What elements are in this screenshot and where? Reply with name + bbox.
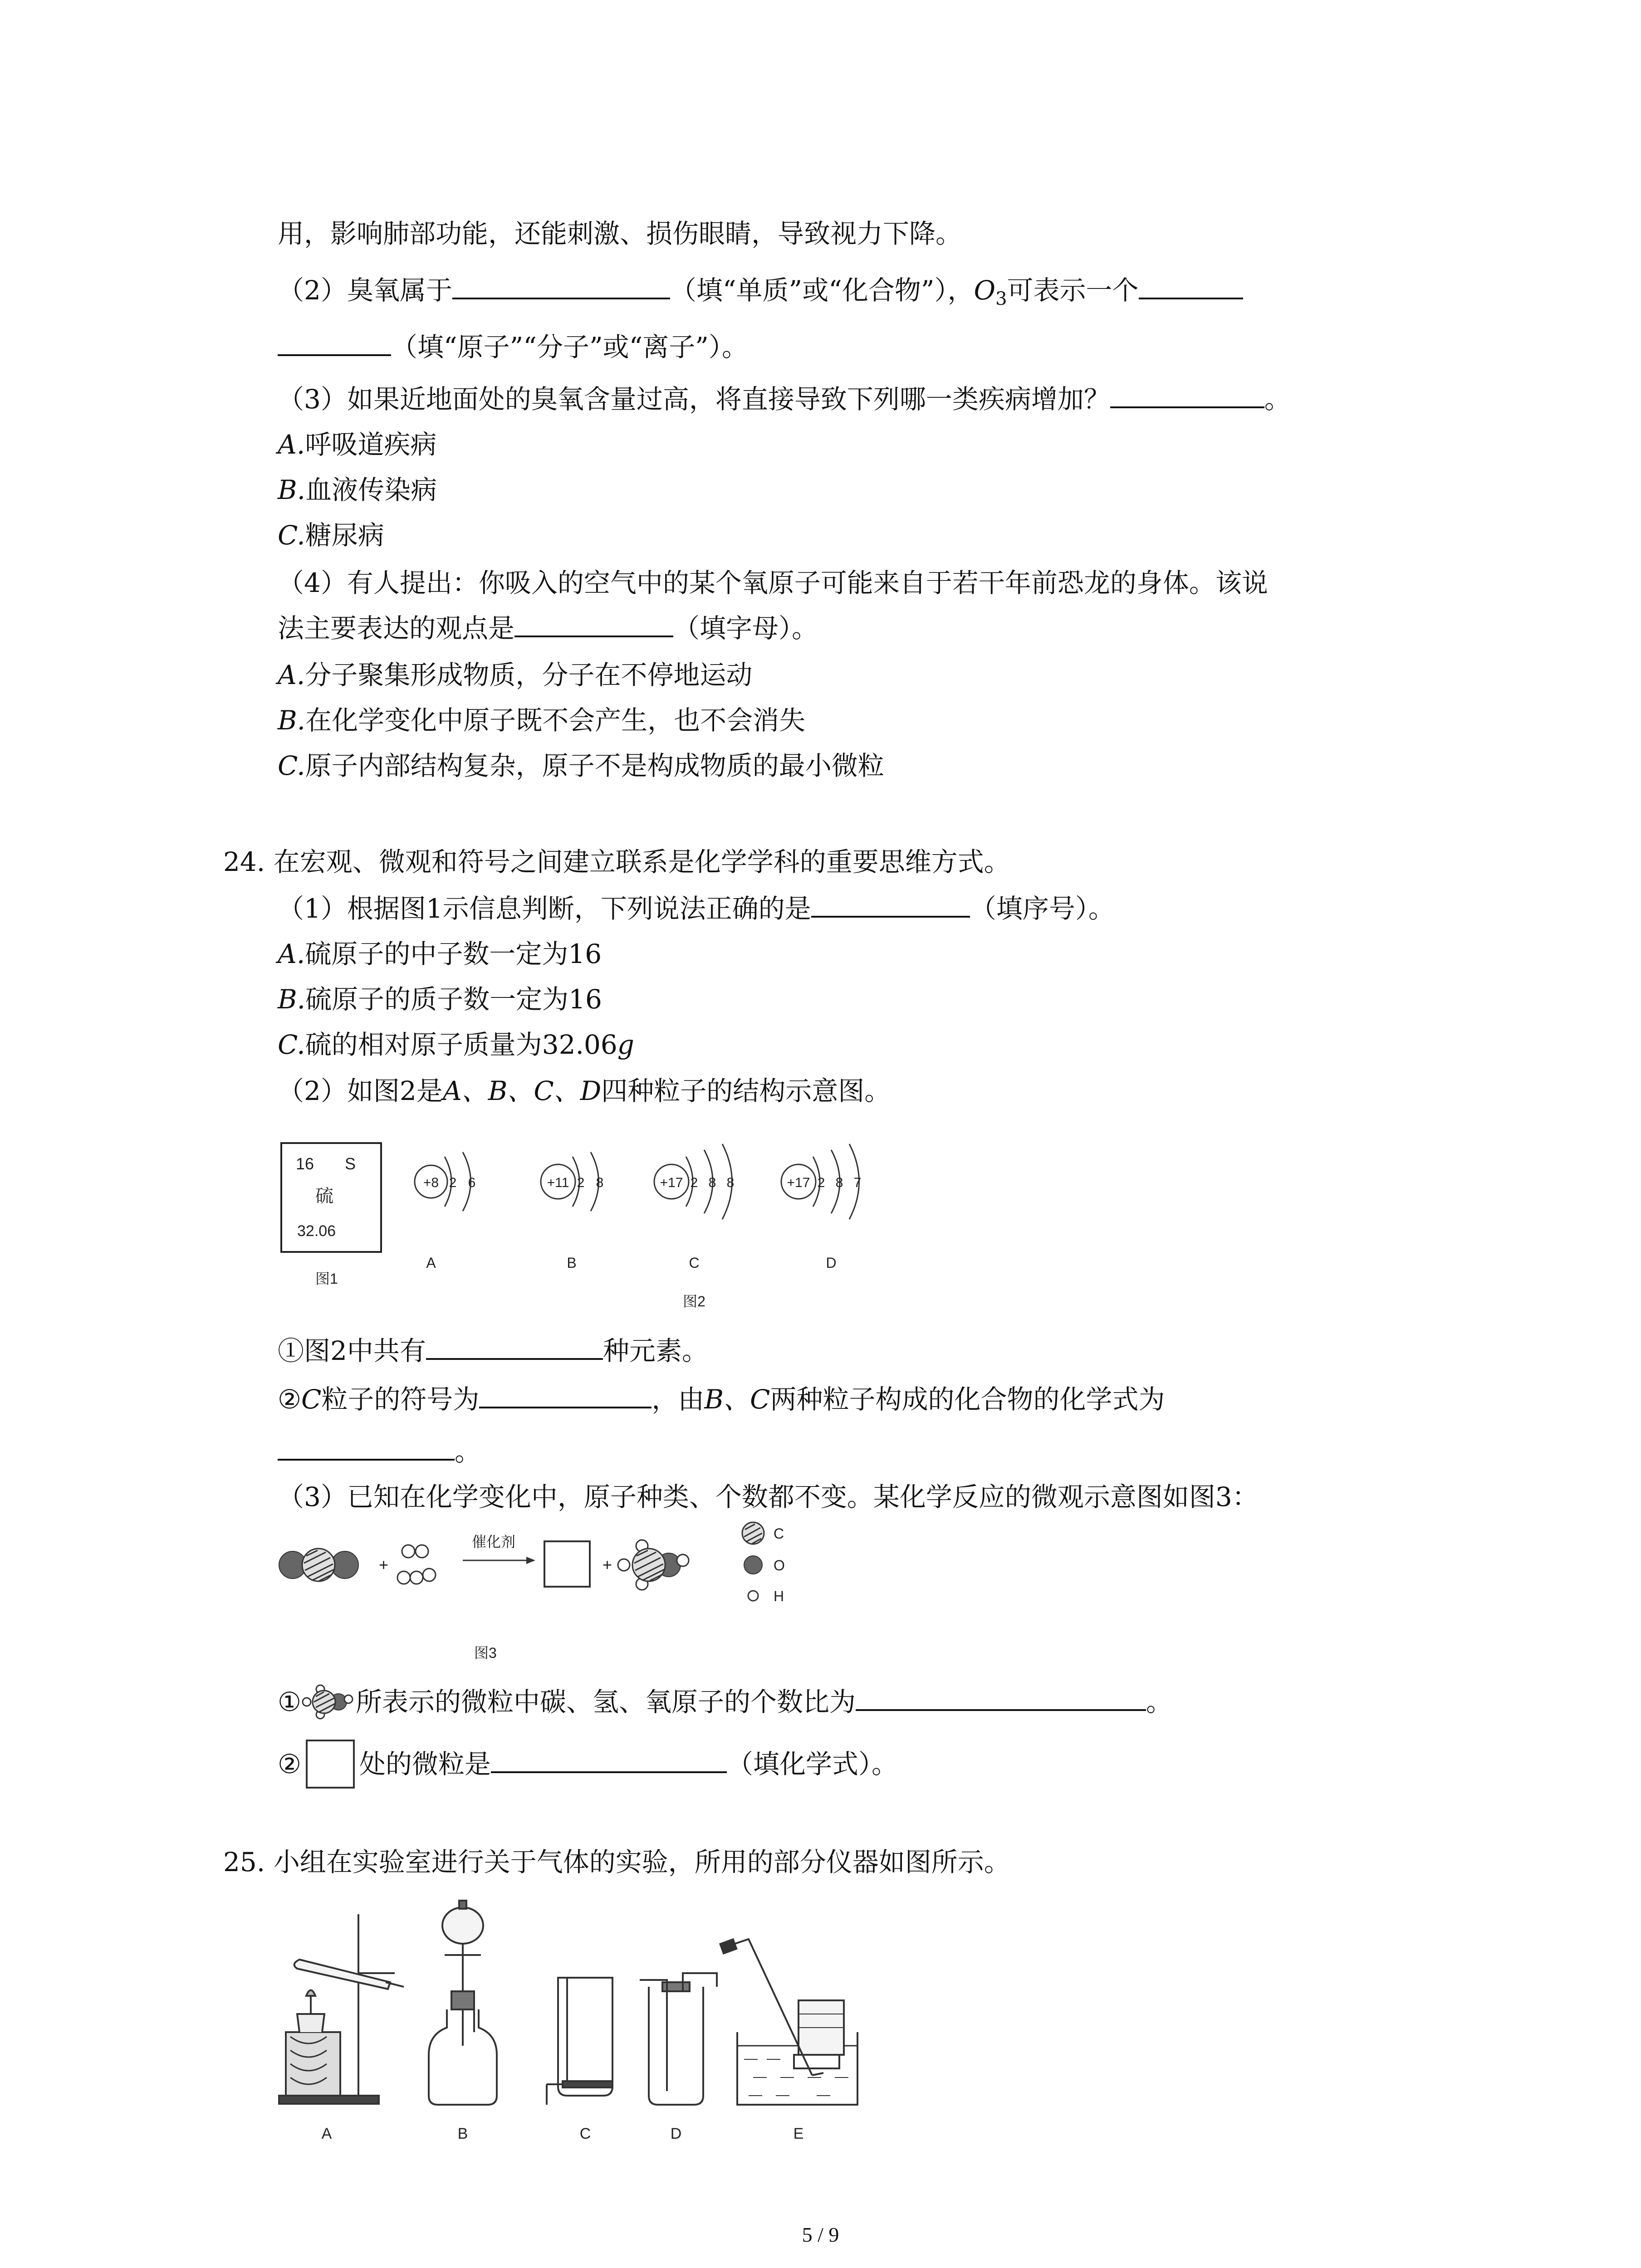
q23-part3-option-a: A.呼吸道疾病 [278,429,437,460]
figure-2-caption: 图2 [683,1293,705,1310]
svg-text:8: 8 [726,1175,735,1190]
svg-text:催化剂: 催化剂 [472,1534,516,1550]
svg-text:2: 2 [817,1175,825,1190]
svg-text:+8: +8 [423,1175,439,1190]
particle-d-label: D [826,1255,837,1271]
q24-part1-option-b: B.硫原子的质子数一定为16 [278,984,602,1015]
figure-3-caption: 图3 [474,1645,497,1661]
q24-part2-sub1: ①图2中共有 种元素。 [278,1333,708,1369]
svg-text:C: C [774,1525,784,1542]
lab-apparatus-figure [272,1896,916,2150]
answer-blank[interactable] [479,1381,652,1408]
svg-text:O: O [774,1557,785,1574]
atom-legend [742,1522,785,1604]
q24-part2: （2）如图2是A、B、C、D四种粒子的结构示意图。 [278,1075,891,1106]
apparatus-d-label: D [670,2125,682,2142]
unknown-box-icon [306,1740,355,1789]
element-symbol: S [345,1154,356,1173]
page-number: 5 / 9 [802,2223,839,2246]
figure-3-reaction [272,1520,862,1678]
q23-part2-line2: （填“原子”“分子”或“离子”）。 [278,329,748,365]
q23-continuation: 用，影响肺部功能，还能刺激、损伤眼睛，导致视力下降。 [278,218,962,249]
answer-blank[interactable] [1110,381,1264,408]
q23-part4-line1: （4）有人提出：你吸入的空气中的某个氧原子可能来自于若干年前恐龙的身体。该说 [278,567,1268,598]
answer-blank[interactable] [514,610,673,637]
svg-text:+17: +17 [787,1175,810,1190]
q25-stem: 25. 小组在实验室进行关于气体的实验，所用的部分仪器如图所示。 [223,1847,1010,1877]
methanol-molecule-icon [301,1684,356,1720]
q23-part2-line1: （2）臭氧属于 （填“单质”或“化合物”），$O_3$可表示一个 [278,272,1243,317]
answer-blank[interactable] [856,1684,1146,1711]
particle-b-label: B [567,1255,577,1271]
q24-part1-option-c: C.硫的相对原子质量为32.06g [278,1029,634,1060]
svg-text:8: 8 [835,1175,843,1190]
answer-blank[interactable] [811,890,970,918]
answer-blank[interactable] [278,329,391,356]
svg-text:+11: +11 [547,1175,569,1190]
particle-c-label: C [689,1255,700,1271]
particle-c-diagram [654,1144,734,1271]
q24-stem: 24. 在宏观、微观和符号之间建立联系是化学学科的重要思维方式。 [223,846,1010,877]
svg-text:8: 8 [708,1175,716,1190]
apparatus-e-label: E [793,2125,804,2142]
apparatus-b [429,1901,497,2105]
apparatus-a-label: A [321,2125,332,2142]
svg-text:H: H [774,1588,784,1604]
svg-text:2: 2 [577,1175,585,1190]
q23-part3-option-c: C.糖尿病 [278,520,384,551]
q24-part1-option-a: A.硫原子的中子数一定为16 [278,938,602,969]
svg-text:2: 2 [690,1175,698,1190]
svg-text:8: 8 [596,1175,604,1190]
particle-a-label: A [426,1255,436,1271]
q23-part4-option-a: A.分子聚集形成物质，分子在不停地运动 [278,660,753,690]
answer-blank[interactable] [452,272,670,299]
svg-text:7: 7 [853,1175,862,1190]
particle-d-diagram [781,1144,861,1271]
atomic-number: 16 [296,1154,314,1173]
methanol-molecule [618,1540,689,1590]
answer-blank[interactable] [1139,272,1243,299]
periodic-table-cell [281,1143,381,1252]
apparatus-b-label: B [457,2125,468,2142]
atomic-mass: 32.06 [297,1222,336,1240]
svg-text:+17: +17 [660,1175,683,1190]
apparatus-c-label: C [579,2125,591,2142]
particle-b-diagram [541,1152,603,1271]
q23-part4-option-b: B.在化学变化中原子既不会产生，也不会消失 [278,705,806,736]
q23-part3: （3）如果近地面处的臭氧含量过高，将直接导致下列哪一类疾病增加？ 。 [278,381,1291,417]
svg-text:+: + [603,1555,612,1574]
answer-blank[interactable] [278,1433,455,1461]
element-name: 硫 [315,1186,333,1206]
figure-1-caption: 图1 [315,1271,338,1287]
unknown-box [544,1541,590,1587]
q23-part3-option-b: B.血液传染病 [278,474,437,505]
svg-text:+: + [379,1555,389,1574]
apparatus-a [279,1914,404,2104]
q23-part4-option-c: C.原子内部结构复杂，原子不是构成物质的最小微粒 [278,750,884,781]
svg-text:2: 2 [449,1175,457,1190]
apparatus-d [640,1973,717,2105]
apparatus-c [547,1978,612,2105]
q24-part2-sub2: ②C粒子的符号为 ，由B、C两种粒子构成的化合物的化学式为 [278,1381,1165,1418]
reaction-arrow [463,1534,535,1564]
q23-part4-line2: 法主要表达的观点是 （填字母）。 [278,610,818,646]
q24-part3-sub1: ① 所表示的微粒中碳、氢、氧原子的个数比为 。 [278,1684,1172,1720]
figure-1-and-2 [272,1134,953,1325]
q24-part3-sub2: ② 处的微粒是 （填化学式）。 [278,1740,898,1789]
q24-part3: （3）已知在化学变化中，原子种类、个数都不变。某化学反应的微观示意图如图3： [278,1481,1259,1512]
q24-part2-sub2-cont: 。 [278,1433,481,1470]
q24-part1: （1）根据图1示信息判断，下列说法正确的是 （填序号）。 [278,890,1115,927]
particle-a-diagram [415,1152,475,1271]
answer-blank[interactable] [426,1333,603,1360]
co2-molecule [279,1549,358,1581]
answer-blank[interactable] [491,1746,727,1773]
h2-molecules [397,1545,436,1584]
svg-text:6: 6 [468,1175,476,1190]
apparatus-e [720,1939,857,2105]
